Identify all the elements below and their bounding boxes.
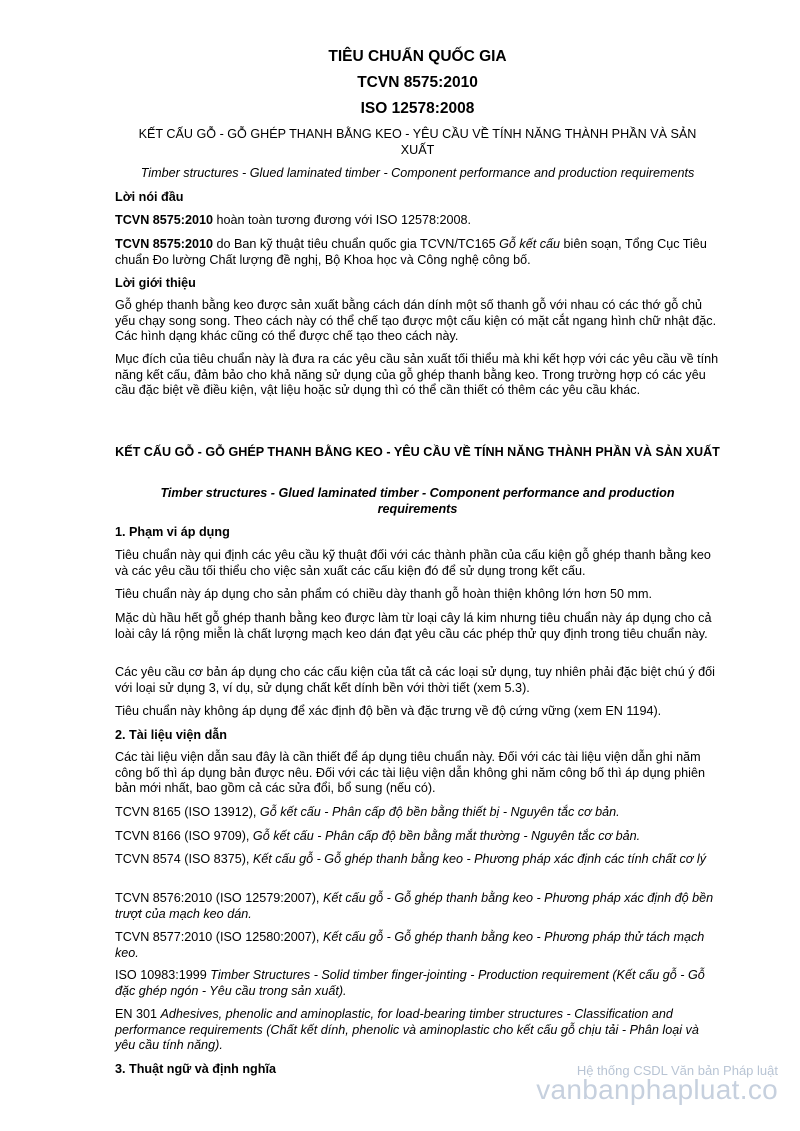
body-title-vi: KẾT CẤU GỖ - GỖ GHÉP THANH BẰNG KEO - YÊU CẦU VỀ TÍNH NĂNG THÀNH PHẦN VÀ SẢN XUẤT	[115, 445, 720, 459]
reference-item	[115, 968, 720, 999]
doc-title-national-standard: TIÊU CHUẨN QUỐC GIA	[328, 48, 507, 65]
foreword-p2-italic: Gỗ kết cấu	[499, 237, 561, 251]
doc-subtitle-en: Timber structures - Glued laminated timber - Component performance and production requirements	[140, 166, 695, 180]
foreword-paragraph-1	[115, 213, 720, 229]
reference-item	[115, 891, 720, 922]
reference-item	[115, 829, 720, 845]
reference-code: EN 301	[115, 1007, 161, 1021]
section-1-paragraph-4: Các yêu cầu cơ bản áp dụng cho các cấu kiện của tất cả các loại sử dụng, tuy nhiên phải đặc biệt chú ý đối với loại sử dụng 3, ví dụ, sử dụng chất kết dính bền với thời tiết (xem 5.3).	[115, 665, 715, 695]
doc-title-iso-code: ISO 12578:2008	[360, 100, 475, 117]
section-1-paragraph-3: Mặc dù hầu hết gỗ ghép thanh bằng keo được làm từ loại cây lá kim nhưng tiêu chuẩn này áp dụng cho cả loài cây lá rộng miễn là chất lượng mạch keo dán đạt yêu cầu các phép thử quy định trong tiêu chuẩn này.	[115, 611, 712, 641]
foreword-p2-text-a: do Ban kỹ thuật tiêu chuẩn quốc gia TCVN/TC165	[213, 237, 500, 251]
watermark-line-2: vanbanphapluat.co	[536, 1074, 778, 1105]
reference-title: Gỗ kết cấu - Phân cấp độ bền bằng thiết bị - Nguyên tắc cơ bản.	[259, 805, 620, 819]
reference-code: ISO 10983:1999	[115, 968, 211, 982]
foreword-code: TCVN 8575:2010	[115, 213, 214, 227]
foreword-paragraph-2	[115, 237, 720, 268]
section-1-paragraph-2: Tiêu chuẩn này áp dụng cho sản phẩm có chiều dày thanh gỗ hoàn thiện không lớn hơn 50 mm.	[115, 587, 652, 601]
section-1-paragraph-1: Tiêu chuẩn này qui định các yêu cầu kỹ thuật đối với các thành phần của cấu kiện gỗ ghép thanh bằng keo và các yêu cầu tối thiểu cho việc sản xuất các cấu kiện đó để sử dụng trong kết cấu.	[115, 548, 711, 578]
section-2-paragraph-1: Các tài liệu viện dẫn sau đây là cần thiết để áp dụng tiêu chuẩn này. Đối với các tài liệu viện dẫn ghi năm công bố thì áp dụng bản được nêu. Đối với các tài liệu viện dẫn không ghi năm công bố thì áp dụng phiên bản mới nhất, bao gồm cả các sửa đổi, bổ sung (nếu có).	[115, 750, 705, 795]
section-3-heading: 3. Thuật ngữ và định nghĩa	[115, 1062, 276, 1076]
reference-item	[115, 930, 720, 961]
section-2-heading: 2. Tài liệu viện dẫn	[115, 728, 227, 742]
reference-title: Kết cấu gỗ - Gỗ ghép thanh bằng keo - Phương pháp xác định độ bền trượt của mạch keo dán.	[115, 891, 714, 921]
foreword-p1-text: hoàn toàn tương đương với ISO 12578:2008.	[213, 213, 472, 227]
reference-title: Adhesives, phenolic and aminoplastic, for load-bearing timber structures - Classification and performance requirements (Chất kết dính, phenolic và aminoplastic cho kết cấu gỗ chịu tải - Phân loại và yêu cầu tính năng).	[115, 1007, 699, 1052]
reference-title: Gỗ kết cấu - Phân cấp độ bền bằng mắt thường - Nguyên tắc cơ bản.	[252, 829, 641, 843]
reference-item	[115, 1007, 720, 1054]
foreword-p2-text-b: biên soạn, Tổng Cục Tiêu chuẩn Đo lường Chất lượng đề nghị, Bộ Khoa học và Công nghệ công bố.	[115, 237, 707, 267]
intro-paragraph-1: Gỗ ghép thanh bằng keo được sản xuất bằng cách dán dính một số thanh gỗ với nhau có các thớ gỗ chủ yếu chạy song song. Theo cách này có thể chế tạo được một cấu kiện có mặt cắt ngang hình chữ nhật đặc. Các hình dạng khác cũng có thể được chế tạo theo cách này.	[115, 298, 717, 343]
doc-title-tcvn-code: TCVN 8575:2010	[357, 74, 478, 91]
reference-item	[115, 852, 720, 868]
doc-subtitle-vi: KẾT CẤU GỖ - GỖ GHÉP THANH BẰNG KEO - YÊU CẦU VỀ TÍNH NĂNG THÀNH PHẦN VÀ SẢN XUẤT	[138, 127, 697, 157]
reference-code: TCVN 8574 (ISO 8375),	[115, 852, 253, 866]
reference-code: TCVN 8166 (ISO 9709),	[115, 829, 253, 843]
reference-code: TCVN 8576:2010 (ISO 12579:2007),	[115, 891, 323, 905]
intro-paragraph-2: Mục đích của tiêu chuẩn này là đưa ra các yêu cầu sản xuất tối thiểu mà khi kết hợp với các yêu cầu về tính năng kết cấu, đảm bảo cho khả năng sử dụng của gỗ ghép thanh bằng keo. Trong trường hợp có các yêu cầu đặc biệt về điều kiện, vật liệu hoặc sử dụng thì có thể cần thiết có thêm các yêu cầu khác.	[115, 352, 719, 397]
section-1-heading: 1. Phạm vi áp dụng	[115, 525, 230, 539]
intro-heading: Lời giới thiệu	[115, 276, 196, 290]
foreword-heading: Lời nói đầu	[115, 190, 184, 204]
reference-code: TCVN 8165 (ISO 13912),	[115, 805, 260, 819]
reference-code: TCVN 8577:2010 (ISO 12580:2007),	[115, 930, 323, 944]
reference-title: Kết cấu gỗ - Gỗ ghép thanh bằng keo - Phương pháp xác định các tính chất cơ lý	[252, 852, 706, 866]
reference-title: Timber Structures - Solid timber finger-jointing - Production requirement (Kết cấu gỗ - Gỗ đặc ghép ngón - Yêu cầu trong sản xuất).	[115, 968, 705, 998]
reference-item	[115, 805, 720, 821]
watermark-line-1: Hệ thống CSDL Văn bản Pháp luật	[576, 1063, 778, 1078]
foreword-code-2: TCVN 8575:2010	[115, 237, 214, 251]
section-1-paragraph-5: Tiêu chuẩn này không áp dụng để xác định độ bền và đặc trưng về độ cứng vững (xem EN 1194).	[115, 704, 662, 718]
reference-title: Kết cấu gỗ - Gỗ ghép thanh bằng keo - Phương pháp thử tách mạch keo.	[115, 930, 705, 960]
body-title-en: Timber structures - Glued laminated timber - Component performance and production requirements	[160, 486, 675, 516]
